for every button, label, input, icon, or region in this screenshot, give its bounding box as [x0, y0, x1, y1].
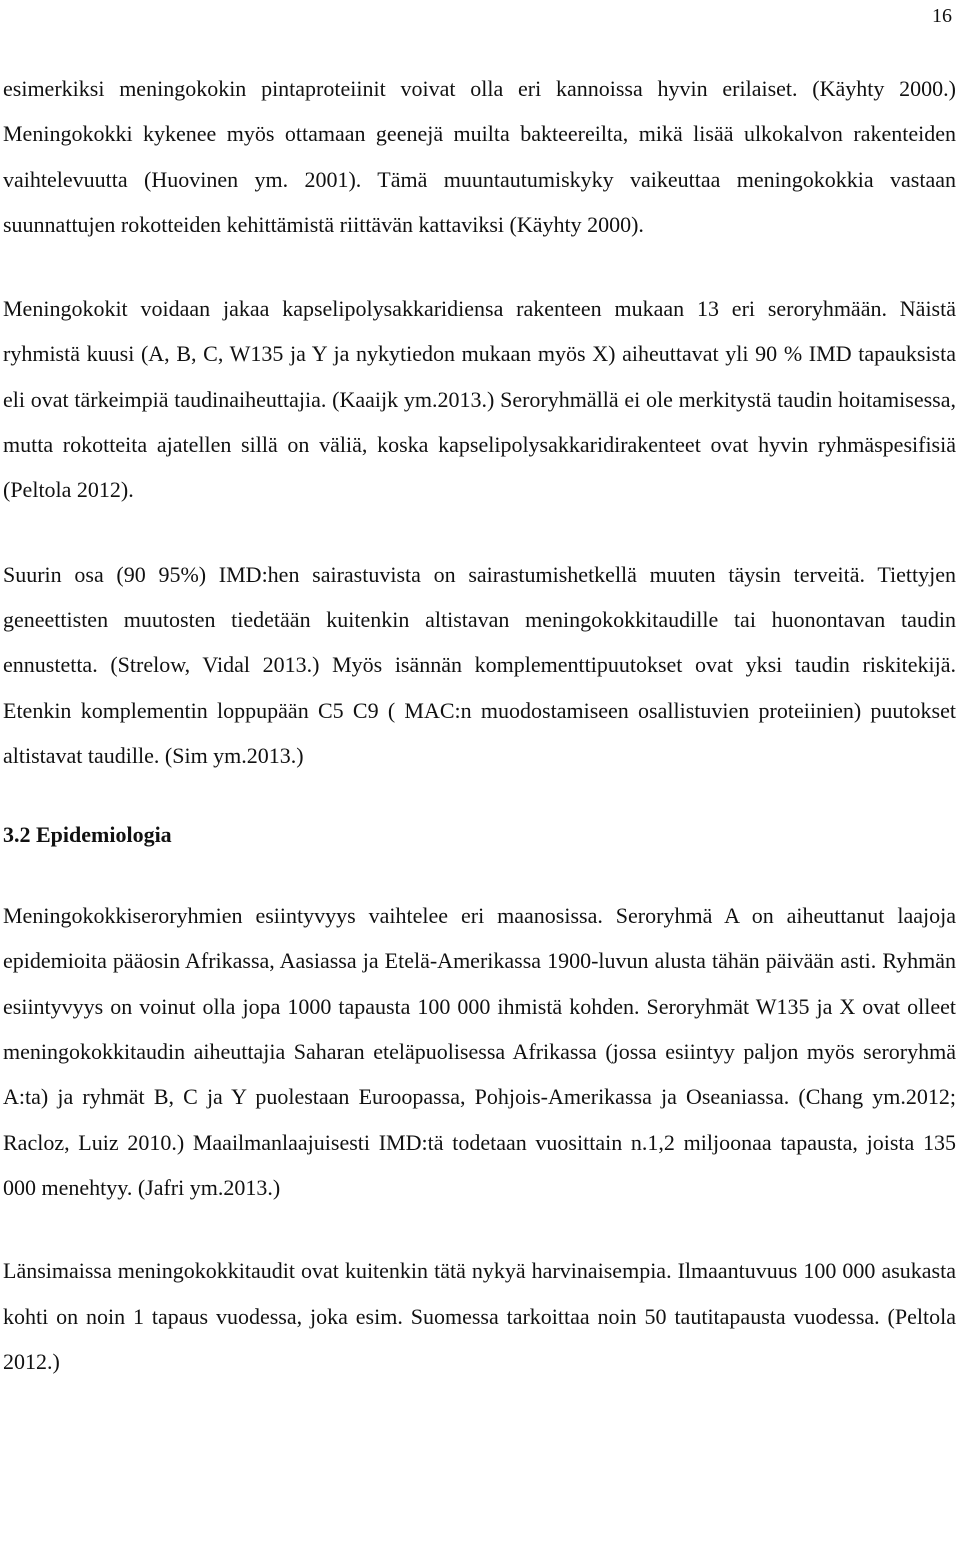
paragraph-meningococcal-variation: esimerkiksi meningokokin pintaproteiinit voivat olla eri kannoissa hyvin erilaiset. (Käyhty 2000.) Meningokokki kykenee myös ottamaan geenejä muilta bakteereilta, mikä lisää ulkokalvon rakenteiden vaihtelevuutta (Huovinen ym. 2001). Tämä muuntautumiskyky vaikeuttaa meningokokkia vastaan suunnattujen rokotteiden kehittämistä riittävän kattaviksi (Käyhty 2000).	[3, 76, 956, 237]
page-number: 16	[932, 5, 952, 27]
paragraph-western-incidence: Länsimaissa meningokokkitaudit ovat kuitenkin tätä nykyä harvinaisempia. Ilmaantuvuus 100 000 asukasta kohti on noin 1 tapaus vuodessa, joka esim. Suomessa tarkoittaa noin 50 tautitapausta vuodessa. (Peltola 2012.)	[3, 1258, 956, 1374]
paragraph-global-epidemiology: Meningokokkiseroryhmien esiintyvyys vaihtelee eri maanosissa. Seroryhmä A on aiheuttanut laajoja epidemioita pääosin Afrikassa, Aasiassa ja Etelä-Amerikassa 1900-luvun alusta tähän päivään asti. Ryhmän esiintyvyys on voinut olla jopa 1000 tapausta 100 000 ihmistä kohden. Seroryhmät W135 ja X ovat olleet meningokokkitaudin aiheuttajia Saharan eteläpuolisessa Afrikassa (jossa esiintyy paljon myös seroryhmä A:ta) ja ryhmät B, C ja Y puolestaan Euroopassa, Pohjois-Amerikassa ja Oseaniassa. (Chang ym.2012; Racloz, Luiz 2010.) Maailmanlaajuisesti IMD:tä todetaan vuosittain n.1,2 miljoonaa tapausta, joista 135 000 menehtyy. (Jafri ym.2013.)	[3, 903, 956, 1200]
paragraph-risk-factors: Suurin osa (90 95%) IMD:hen sairastuvista on sairastumishetkellä muuten täysin terveitä. Tiettyjen geneettisten muutosten tiedetään kuitenkin altistavan meningokokkitaudille tai huonontavan taudin ennustetta. (Strelow, Vidal 2013.) Myös isännän komplementtipuutokset ovat yksi taudin riskitekijä. Etenkin komplementin loppupään C5 C9 ( MAC:n muodostamiseen osallistuvien proteiinien) puutokset altistavat taudille. (Sim ym.2013.)	[3, 561, 956, 768]
document-body	[3, 66, 956, 1384]
section-heading-epidemiology: 3.2 Epidemiologia	[3, 822, 172, 848]
paragraph-serogroups: Meningokokit voidaan jakaa kapselipolysakkaridiensa rakenteen mukaan 13 eri seroryhmään. Näistä ryhmistä kuusi (A, B, C, W135 ja Y ja nykytiedon mukaan myös X) aiheuttavat yli 90 % IMD tapauksista eli ovat tärkeimpiä taudinaiheuttajia. (Kaaijk ym.2013.) Seroryhmällä ei ole merkitystä taudin hoitamisessa, mutta rokotteita ajatellen sillä on väliä, koska kapselipolysakkaridirakenteet ovat hyvin ryhmäspesifisiä (Peltola 2012).	[3, 296, 956, 503]
